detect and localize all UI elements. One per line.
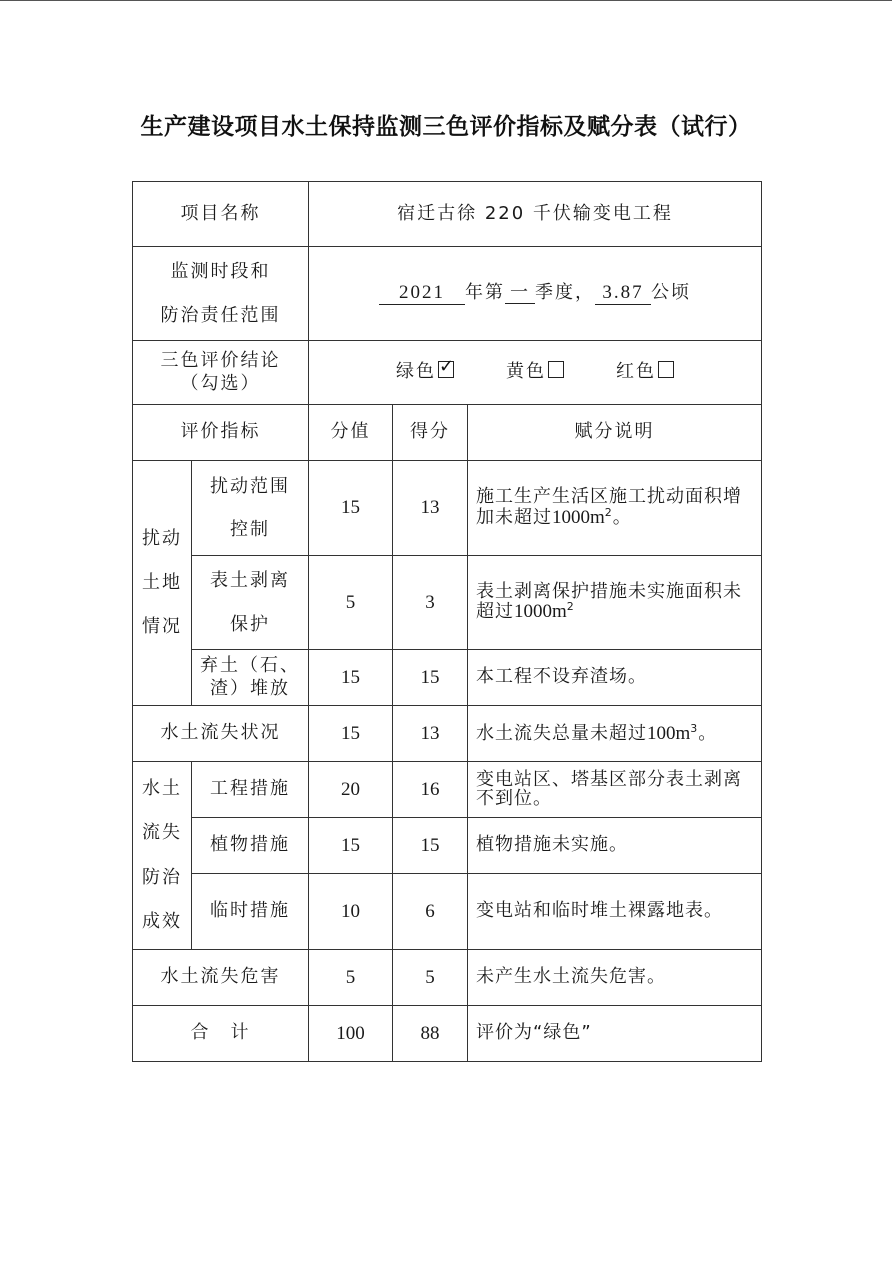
group-control-line1: 水土 xyxy=(142,778,182,800)
explanation-amount: 100m xyxy=(647,723,691,745)
explanation-exponent: 2 xyxy=(566,600,575,614)
total-score-value: 100 xyxy=(309,1006,393,1062)
table-row xyxy=(133,950,762,1006)
explanation-text: 施工生产生活区施工扰动面积增加未超过 xyxy=(476,486,742,528)
explanation-tail: 。 xyxy=(612,506,632,528)
table-row xyxy=(133,556,762,650)
table-row xyxy=(133,762,762,818)
indicator-name-line1: 弃土（石、 xyxy=(200,655,300,676)
option-red-label: 红色 xyxy=(616,361,656,383)
evaluation-table xyxy=(132,181,762,1062)
explanation-area: 1000m xyxy=(514,601,567,623)
project-row xyxy=(133,182,762,247)
explanation xyxy=(468,706,762,762)
group-control-line4: 成效 xyxy=(142,910,182,932)
project-name: 宿迁古徐 220 千伏输变电工程 xyxy=(309,182,762,247)
header-indicator: 评价指标 xyxy=(133,405,309,461)
score-value: 5 xyxy=(309,950,393,1006)
table-row xyxy=(133,818,762,874)
score-got: 3 xyxy=(393,556,468,650)
period-label-line2: 防治责任范围 xyxy=(160,304,281,326)
score-value: 20 xyxy=(309,762,393,818)
explanation xyxy=(468,461,762,556)
total-explanation: 评价为“绿色” xyxy=(468,1006,762,1062)
table-row xyxy=(133,874,762,950)
score-got: 15 xyxy=(393,818,468,874)
table-row xyxy=(133,706,762,762)
conclusion-options xyxy=(309,341,762,405)
score-value: 5 xyxy=(309,556,393,650)
score-got: 15 xyxy=(393,650,468,706)
header-row xyxy=(133,405,762,461)
total-label: 合 计 xyxy=(133,1006,309,1062)
explanation xyxy=(468,556,762,650)
page-top-border xyxy=(0,0,892,1)
year-suffix: 年第 xyxy=(465,281,505,303)
indicator-name: 临时措施 xyxy=(192,874,309,950)
indicator-name xyxy=(192,556,309,650)
indicator-name-line1: 表土剥离 xyxy=(210,570,290,592)
explanation-exponent: 2 xyxy=(604,505,613,519)
score-value: 15 xyxy=(309,461,393,556)
year-value: 2021 xyxy=(379,282,465,306)
option-green-label: 绿色 xyxy=(396,361,436,383)
table-row xyxy=(133,461,762,556)
header-score-value: 分值 xyxy=(309,405,393,461)
explanation-exponent: 3 xyxy=(690,722,699,736)
project-label: 项目名称 xyxy=(133,182,309,247)
option-red[interactable] xyxy=(616,361,674,382)
group-control-line2: 流失 xyxy=(142,822,182,844)
explanation-area: 1000m xyxy=(552,506,605,528)
score-got: 6 xyxy=(393,874,468,950)
indicator-name-line2: 保护 xyxy=(230,613,270,635)
group-disturbance-line3: 情况 xyxy=(142,616,182,638)
quarter-value: 一 xyxy=(505,282,535,305)
conclusion-label xyxy=(133,341,309,405)
page-title: 生产建设项目水土保持监测三色评价指标及赋分表（试行） xyxy=(140,114,752,140)
period-row xyxy=(133,247,762,341)
header-score-got: 得分 xyxy=(393,405,468,461)
conclusion-label-line2: （勾选） xyxy=(180,372,261,394)
indicator-name xyxy=(192,650,309,706)
score-got: 13 xyxy=(393,461,468,556)
indicator-name: 工程措施 xyxy=(192,762,309,818)
period-value xyxy=(309,247,762,341)
indicator-name: 水土流失危害 xyxy=(133,950,309,1006)
table-row xyxy=(133,650,762,706)
header-explanation: 赋分说明 xyxy=(468,405,762,461)
period-label xyxy=(133,247,309,341)
total-score-got: 88 xyxy=(393,1006,468,1062)
area-unit: 公顷 xyxy=(651,281,691,303)
option-yellow-label: 黄色 xyxy=(506,361,546,383)
score-value: 10 xyxy=(309,874,393,950)
period-label-line1: 监测时段和 xyxy=(170,261,271,283)
explanation: 变电站和临时堆土裸露地表。 xyxy=(468,874,762,950)
explanation-text: 水土流失总量未超过 xyxy=(476,723,647,745)
group-disturbance-line1: 扰动 xyxy=(142,527,182,549)
explanation-text: 表土剥离保护措施未实施面积未超过 xyxy=(476,580,742,623)
group-disturbance-line2: 土地 xyxy=(142,571,182,593)
area-value: 3.87 xyxy=(595,282,651,306)
green-checkbox[interactable] xyxy=(438,361,454,378)
explanation: 本工程不设弃渣场。 xyxy=(468,650,762,706)
explanation: 植物措施未实施。 xyxy=(468,818,762,874)
indicator-name: 植物措施 xyxy=(192,818,309,874)
score-got: 16 xyxy=(393,762,468,818)
quarter-suffix: 季度， xyxy=(535,281,595,303)
indicator-name-line1: 扰动范围 xyxy=(210,475,290,497)
conclusion-row xyxy=(133,341,762,405)
option-yellow[interactable] xyxy=(506,361,564,382)
explanation-tail: 。 xyxy=(698,723,718,745)
group-disturbance xyxy=(133,461,192,706)
red-checkbox[interactable] xyxy=(658,361,674,378)
indicator-name xyxy=(192,461,309,556)
explanation: 未产生水土流失危害。 xyxy=(468,950,762,1006)
group-control xyxy=(133,762,192,950)
score-value: 15 xyxy=(309,818,393,874)
explanation: 变电站区、塔基区部分表土剥离不到位。 xyxy=(468,762,762,818)
option-green[interactable] xyxy=(396,361,454,382)
indicator-name: 水土流失状况 xyxy=(133,706,309,762)
score-value: 15 xyxy=(309,706,393,762)
indicator-name-line2: 控制 xyxy=(230,519,270,540)
indicator-name-line2: 渣）堆放 xyxy=(210,677,290,699)
score-value: 15 xyxy=(309,650,393,706)
score-got: 13 xyxy=(393,706,468,762)
group-control-line3: 防治 xyxy=(142,866,182,888)
yellow-checkbox[interactable] xyxy=(548,361,564,378)
conclusion-label-line1: 三色评价结论 xyxy=(160,350,281,371)
score-got: 5 xyxy=(393,950,468,1006)
total-row xyxy=(133,1006,762,1062)
